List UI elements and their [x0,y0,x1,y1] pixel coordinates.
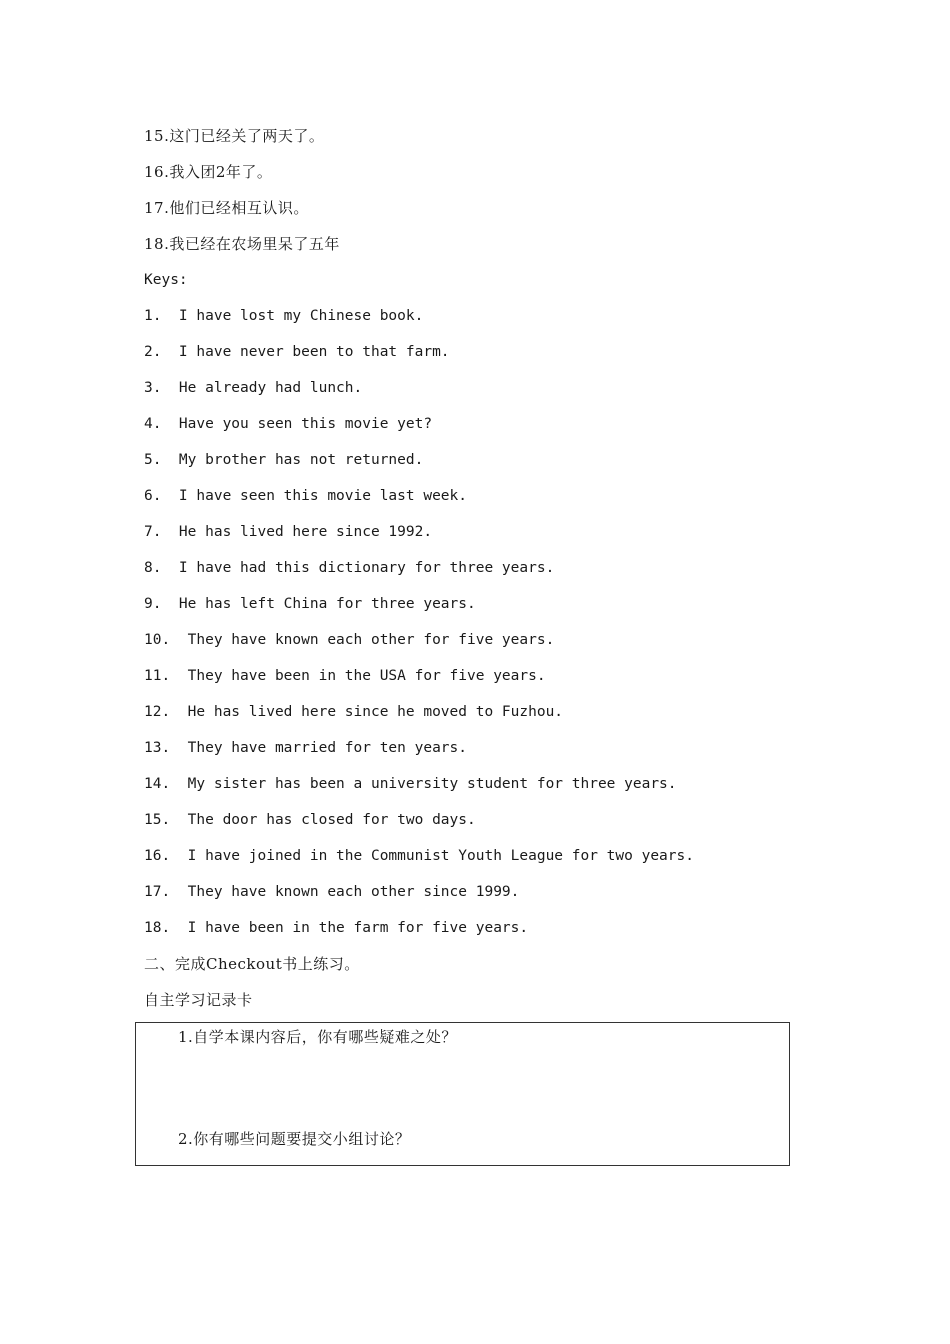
key-item: 18. I have been in the farm for five years. [144,920,529,936]
key-item: 4. Have you seen this movie yet? [144,416,433,432]
key-item: 6. I have seen this movie last week. [144,488,468,504]
key-item: 2. I have never been to that farm. [144,344,450,360]
key-item: 17. They have known each other since 1999. [144,884,520,900]
key-item: 11. They have been in the USA for five years. [144,668,546,684]
chinese-item-17: 17.他们已经相互认识。 [144,199,309,217]
key-item: 16. I have joined in the Communist Youth League for two years. [144,848,694,864]
record-question-2: 2.你有哪些问题要提交小组讨论？ [178,1130,411,1148]
key-item: 12. He has lived here since he moved to Fuzhou. [144,704,564,720]
key-item: 9. He has left China for three years. [144,596,476,612]
chinese-item-18: 18.我已经在农场里呆了五年 [144,235,340,253]
key-item: 15. The door has closed for two days. [144,812,476,828]
key-item: 14. My sister has been a university student for three years. [144,776,677,792]
record-card-title: 自主学习记录卡 [144,991,253,1009]
chinese-item-16: 16.我入团2年了。 [144,163,273,181]
keys-heading: Keys: [144,272,188,288]
key-item: 13. They have married for ten years. [144,740,468,756]
key-item: 7. He has lived here since 1992. [144,524,433,540]
key-item: 5. My brother has not returned. [144,452,424,468]
chinese-item-15: 15.这门已经关了两天了。 [144,127,325,145]
key-item: 8. I have had this dictionary for three years. [144,560,555,576]
record-card-box [135,1022,790,1166]
key-item: 10. They have known each other for five years. [144,632,555,648]
task-instruction: 二、完成Checkout书上练习。 [144,955,360,973]
key-item: 3. He already had lunch. [144,380,363,396]
key-item: 1. I have lost my Chinese book. [144,308,424,324]
record-question-1: 1.自学本课内容后，你有哪些疑难之处？ [178,1028,457,1046]
